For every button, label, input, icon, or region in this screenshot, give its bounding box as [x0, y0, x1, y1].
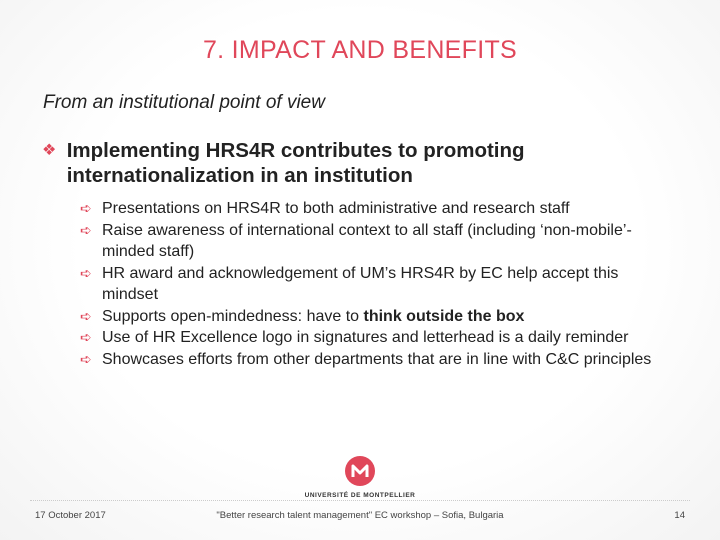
university-logo [290, 456, 430, 506]
arrow-bullet-icon: ➪ [80, 264, 92, 281]
emphasis-text: think outside the box [363, 307, 525, 325]
list-item [80, 349, 670, 371]
footer-event: "Better research talent management" EC workshop – Sofia, Bulgaria [216, 510, 504, 521]
arrow-bullet-icon: ➪ [80, 307, 92, 324]
arrow-bullet-icon: ➪ [80, 350, 92, 367]
slide-title: 7. IMPACT AND BENEFITS [202, 36, 518, 64]
list-item-text: Showcases efforts from other departments that are in line with C&C principles [102, 350, 652, 368]
page-number: 14 [674, 510, 685, 521]
main-bullet-text: Implementing HRS4R contributes to promoting internationalization in an institution [66, 139, 525, 187]
list-item [80, 263, 670, 306]
arrow-bullet-icon: ➪ [80, 221, 92, 238]
list-item [80, 327, 670, 349]
sub-bullet-list [80, 198, 670, 370]
logo-text: UNIVERSITÉ DE MONTPELLIER [304, 492, 416, 499]
arrow-bullet-icon: ➪ [80, 200, 92, 216]
diamond-bullet-icon: ❖ [42, 142, 57, 159]
slide-subtitle: From an institutional point of view [43, 92, 325, 113]
footer-divider [30, 500, 690, 501]
logo-mark-icon [345, 456, 375, 486]
footer-date: 17 October 2017 [35, 510, 106, 521]
list-item-text: Presentations on HRS4R to both administrative and research staff [102, 200, 570, 217]
list-item [80, 198, 670, 220]
main-bullet [42, 138, 662, 188]
list-item-text: HR award and acknowledgement of UM’s HRS4R by EC help accept this mindset [102, 264, 619, 303]
list-item [80, 220, 670, 263]
list-item [80, 306, 670, 328]
list-item-text [102, 306, 670, 328]
list-item-text-part: Supports open-mindedness: have to [102, 307, 364, 325]
list-item-text: Raise awareness of international context to all staff (including ‘non-mobile’-minded staff) [102, 221, 632, 260]
list-item-text: Use of HR Excellence logo in signatures and letterhead is a daily reminder [102, 329, 629, 346]
arrow-bullet-icon: ➪ [80, 329, 92, 345]
